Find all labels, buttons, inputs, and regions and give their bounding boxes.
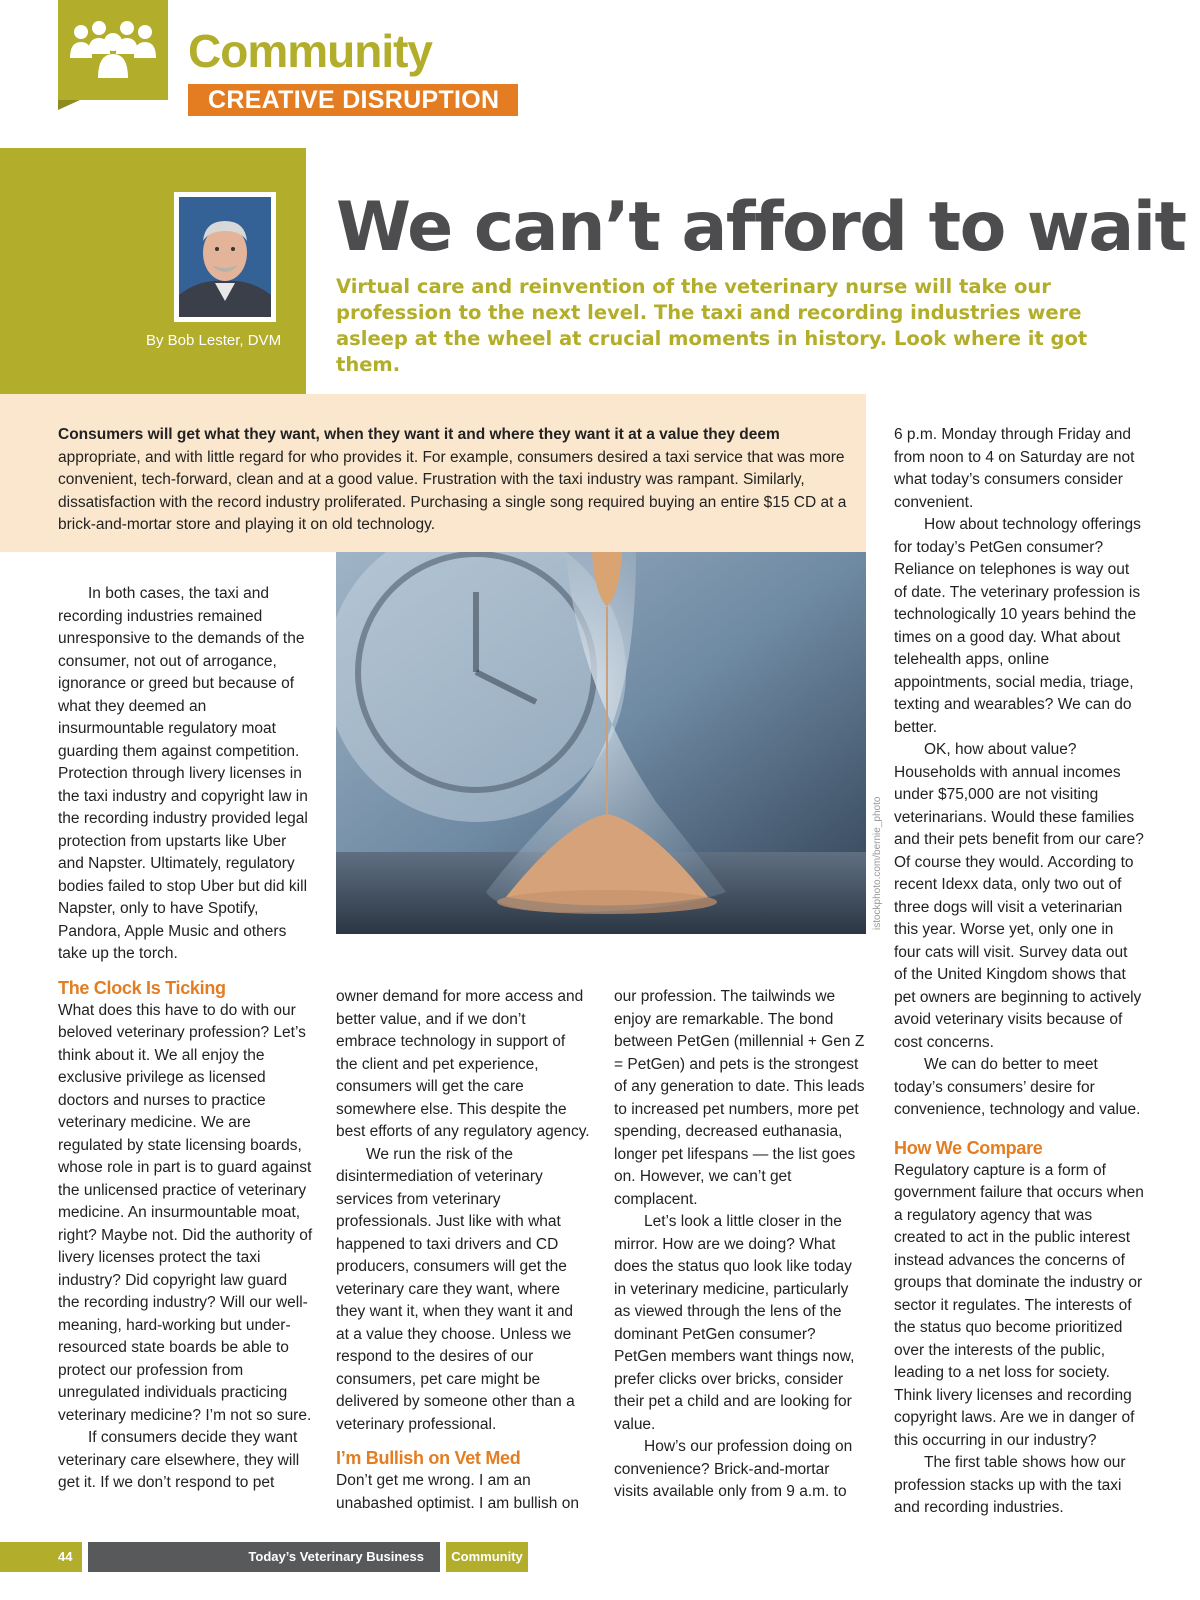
paragraph: We run the risk of the disintermediation of veterinary services from veterinary professionals. Just like with what happened to taxi drivers and CD producers, consumers will get the veterinary care they want, where they want it, when they want it and at a value they choose. Unless we respond to the desires of our consumers, pet care might be delivered by someone other than a veterinary professional. [336,1145,575,1433]
article-deck: Virtual care and reinvention of the veterinary nurse will take our profession to the next level. The taxi and recording industries were asleep at the wheel at crucial moments in history. Look where it got them. [336,275,1088,376]
paragraph: How about technology offerings for today’s PetGen consumer? Reliance on telephones is way out of date. The veterinary profession is technologically 10 years behind the times on a good day. What about telehealth apps, online appointments, social media, triage, texting and wearables? We can do better. [894,516,1141,736]
paragraph: Let’s look a little closer in the mirror. How are we doing? What does the status quo look like today in veterinary medicine, particularly as viewed through the lens of the dominant PetGen consumer? PetGen members want things now, prefer clicks over bricks, consider their pet a child and are looking for value. [614,1213,855,1433]
body-column-2 [336,986,590,1515]
article-title: We can’t afford to wait [336,188,1186,267]
author-photo [174,192,276,322]
community-people-icon [58,0,168,100]
subhead-clock-is-ticking: The Clock Is Ticking [58,977,226,998]
intro-paragraph [58,424,848,537]
paragraph: We can do better to meet today’s consumers’ desire for convenience, technology and value. [894,1056,1141,1118]
byline: By Bob Lester, DVM [146,332,282,349]
section-title: Community [188,25,432,77]
intro-text: appropriate, and with little regard for who provides it. For example, consumers desired a taxi service that was more convenient, tech-forward, clean and at a good value. Frustration with the taxi industry was rampant. Similarly, dissatisfaction with the record industry proliferated. Purchasing a single song required buying an entire $15 CD at a brick-and-mortar store and playing it on old technology. [58,448,847,533]
paragraph: OK, how about value? Households with annual incomes under $75,000 are not visiting veterinarians. Would these families and their pets benefit from our care? Of course they would. According to recent Idexx data, only two out of three dogs will visit a veterinarian this year. Worse yet, only one in four cats will visit. Survey data out of the United Kingdom shows that pet owners are beginning to actively avoid veterinary visits because of cost concerns. [894,741,1144,1051]
paragraph: our profession. The tailwinds we enjoy are remarkable. The bond between PetGen (millennial + Gen Z = PetGen) and pets is the strongest of any generation to date. This leads to increased pet numbers, more pet spending, decreased euthanasia, longer pet lifespans — the list goes on. However, we can’t get complacent. [614,988,865,1208]
subhead-bullish-on-vet-med: I’m Bullish on Vet Med [336,1448,521,1468]
intro-lead: Consumers will get what they want, when they want it and where they want it at a value they deem [58,426,780,443]
body-column-4 [894,424,1144,1520]
body-column-1 [58,583,313,1495]
paragraph: If consumers decide they want veterinary care elsewhere, they will get it. If we don’t respond to pet [58,1429,300,1491]
paragraph: Regulatory capture is a form of government failure that occurs when a regulatory agency that was created to act in the public interest instead advances the concerns of groups that dominate the industry or sector it regulates. The interests of the status quo become prioritized over the interests of the public, leading to a net loss for society. Think livery licenses and recording copyright laws. Are we in danger of this occurring in our industry? [894,1161,1144,1449]
subhead-how-we-compare: How We Compare [894,1137,1043,1158]
section-subtitle: CREATIVE DISRUPTION [188,84,518,116]
publication-name: Today’s Veterinary Business [248,1549,424,1564]
paragraph: What does this have to do with our beloved veterinary profession? Let’s think about it. We all enjoy the exclusive privilege as licensed doctors and nurses to practice veterinary medicine. We are regulated by state licensing boards, whose role in part is to guard against the unlicensed practice of veterinary medicine. An insurmountable moat, right? Maybe not. Did the authority of livery licenses protect the taxi industry? Did copyright law guard the recording industry? Will our well-meaning, hard-working but under-resourced state boards be able to protect our profession from unregulated individuals practicing veterinary medicine? I’m not so sure. [58,1001,313,1424]
image-credit: istockphoto.com/bernie_photo [872,796,883,930]
paragraph: How’s our profession doing on convenience? Brick-and-mortar visits available only from 9 a.m. to [614,1438,853,1500]
page-number: 44 [58,1549,73,1564]
hourglass-image [336,552,866,934]
body-column-3 [614,986,868,1504]
paragraph: 6 p.m. Monday through Friday and from noon to 4 on Saturday are not what today’s consumers consider convenient. [894,426,1135,511]
footer-section-label: Community [446,1542,528,1572]
paragraph: The first table shows how our profession stacks up with the taxi and recording industries. [894,1454,1126,1516]
paragraph: owner demand for more access and better value, and if we don’t embrace technology in support of the client and pet experience, consumers will get the care somewhere else. This despite the best efforts of any regulatory agency. [336,988,590,1140]
paragraph: Don’t get me wrong. I am an unabashed optimist. I am bullish on [336,1472,579,1512]
paragraph: In both cases, the taxi and recording industries remained unresponsive to the demands of the consumer, not out of arrogance, ignorance or greed but because of what they deemed an insurmountable regulatory moat guarding them against competition. Protection through livery licenses in the taxi industry and copyright law in the recording industry provided legal protection from upstarts like Uber and Napster. Ultimately, regulatory bodies failed to stop Uber but did kill Napster, only to have Spotify, Pandora, Apple Music and others take up the torch. [58,585,308,962]
